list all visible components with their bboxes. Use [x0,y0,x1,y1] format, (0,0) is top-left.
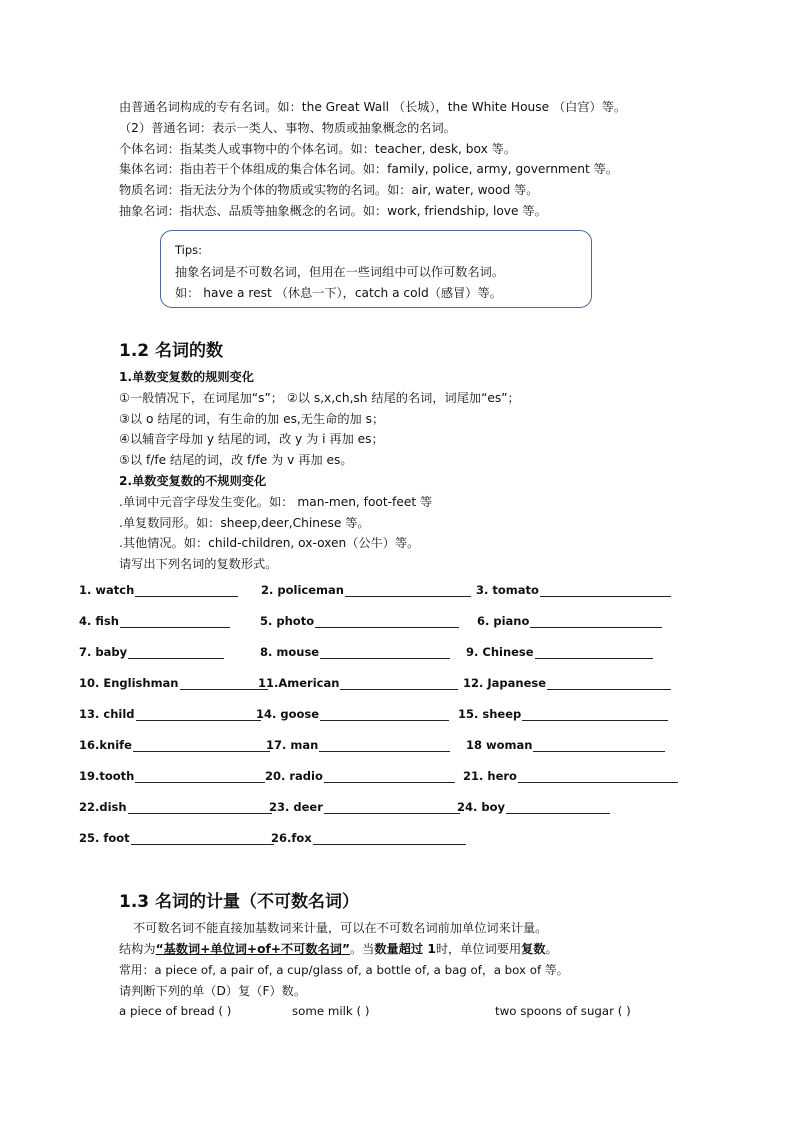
answer-blank[interactable] [547,677,671,690]
answer-blank[interactable] [320,708,449,721]
answer-blank[interactable] [324,801,460,814]
exercise-item: 2. policeman [261,583,471,597]
exercise-item: 8. mouse [260,645,450,659]
exercise-instruction: 请写出下列名词的复数形式。 [119,557,278,571]
exercise-item: 24. boy [457,800,610,814]
exercise-item: 14. goose [256,707,449,721]
answer-blank[interactable] [131,832,274,845]
exercise-item: 25. foot [79,831,274,845]
answer-blank[interactable] [535,646,653,659]
section13-paragraph-2: 结构为“基数词+单位词+of+不可数名词”。当数量超过 1时，单位词要用复数。 [119,942,558,956]
exercise-item: 3. tomato [476,583,671,597]
exercise-item: 5. photo [260,614,459,628]
answer-blank[interactable] [340,677,458,690]
exercise-item: 17. man [266,738,450,752]
answer-blank[interactable] [506,801,610,814]
answer-blank[interactable] [518,770,678,783]
exercise-item: 1. watch [79,583,238,597]
exercise-item: 22.dish [79,800,272,814]
answer-blank[interactable] [540,584,671,597]
judge-item-2[interactable]: some milk ( ) [292,1004,370,1018]
intro-line-3: 个体名词：指某类人或事物中的个体名词。如：teacher, desk, box 等。 [119,142,517,156]
exercise-item: 16.knife [79,738,270,752]
tips-title: Tips: [175,243,203,257]
answer-blank[interactable] [120,615,230,628]
intro-line-2: （2）普通名词：表示一类人、事物、物质或抽象概念的名词。 [119,121,456,135]
answer-blank[interactable] [522,708,668,721]
answer-blank[interactable] [135,770,265,783]
section-heading-1-2: 1.2 名词的数 [119,341,224,361]
answer-blank[interactable] [319,739,450,752]
tips-line-1: 抽象名词是不可数名词，但用在一些词组中可以作可数名词。 [175,265,505,279]
irregular-3: .其他情况。如：child-children, ox-oxen（公牛）等。 [119,536,420,550]
intro-line-1: 由普通名词构成的专有名词。如：the Great Wall （长城），the White House （白宫）等。 [119,100,627,114]
answer-blank[interactable] [128,801,272,814]
rule-3: ④以辅音字母加 y 结尾的词，改 y 为 i 再加 es； [119,432,384,446]
answer-blank[interactable] [313,832,466,845]
exercise-item: 20. radio [265,769,455,783]
judge-item-1[interactable]: a piece of bread ( ) [119,1004,232,1018]
rule-1: ①一般情况下，在词尾加“s”； ②以 s,x,ch,sh 结尾的名词，词尾加“es”； [119,391,520,405]
intro-line-4: 集体名词：指由若干个体组成的集合体名词。如：family, police, army, government 等。 [119,162,619,176]
exercise-item: 11.American [258,676,458,690]
exercise-item: 19.tooth [79,769,265,783]
answer-blank[interactable] [320,646,450,659]
exercise-item: 4. fish [79,614,230,628]
subheading-irregular: 2.单数变复数的不规则变化 [119,474,267,488]
intro-line-5: 物质名词：指无法分为个体的物质或实物的名词。如：air, water, wood 等。 [119,183,539,197]
section13-paragraph-1: 不可数名词不能直接加基数词来计量，可以在不可数名词前加单位词来计量。 [133,921,548,935]
answer-blank[interactable] [345,584,471,597]
subheading-regular: 1.单数变复数的规则变化 [119,370,254,384]
answer-blank[interactable] [136,708,261,721]
section13-paragraph-4: 请判断下列的单（D）复（F）数。 [119,984,307,998]
section13-paragraph-3: 常用：a piece of, a pair of, a cup/glass of, a bottle of, a bag of，a box of 等。 [119,963,569,977]
exercise-item: 21. hero [463,769,678,783]
answer-blank[interactable] [530,615,662,628]
tips-line-2: 如： have a rest （休息一下），catch a cold（感冒）等。 [175,286,502,300]
answer-blank[interactable] [180,677,268,690]
exercise-item: 15. sheep [458,707,668,721]
section-heading-1-3: 1.3 名词的计量（不可数名词） [119,892,360,912]
exercise-item: 6. piano [477,614,662,628]
exercise-item: 12. Japanese [463,676,671,690]
answer-blank[interactable] [315,615,459,628]
rule-4: ⑤以 f/fe 结尾的词，改 f/fe 为 v 再加 es。 [119,453,353,467]
exercise-item: 9. Chinese [466,645,653,659]
rule-2: ③以 o 结尾的词，有生命的加 es,无生命的加 s； [119,412,385,426]
exercise-item: 13. child [79,707,261,721]
answer-blank[interactable] [324,770,455,783]
irregular-1: .单词中元音字母发生变化。如： man-men, foot-feet 等 [119,495,433,509]
answer-blank[interactable] [533,739,665,752]
exercise-item: 7. baby [79,645,224,659]
answer-blank[interactable] [128,646,224,659]
answer-blank[interactable] [135,584,238,597]
exercise-item: 18 woman [466,738,665,752]
tips-box [160,230,592,308]
exercise-item: 26.fox [271,831,466,845]
exercise-item: 23. deer [269,800,460,814]
answer-blank[interactable] [133,739,270,752]
irregular-2: .单复数同形。如：sheep,deer,Chinese 等。 [119,516,370,530]
judge-item-3[interactable]: two spoons of sugar ( ) [495,1004,631,1018]
exercise-item: 10. Englishman [79,676,268,690]
intro-line-6: 抽象名词：指状态、品质等抽象概念的名词。如：work, friendship, love 等。 [119,204,547,218]
